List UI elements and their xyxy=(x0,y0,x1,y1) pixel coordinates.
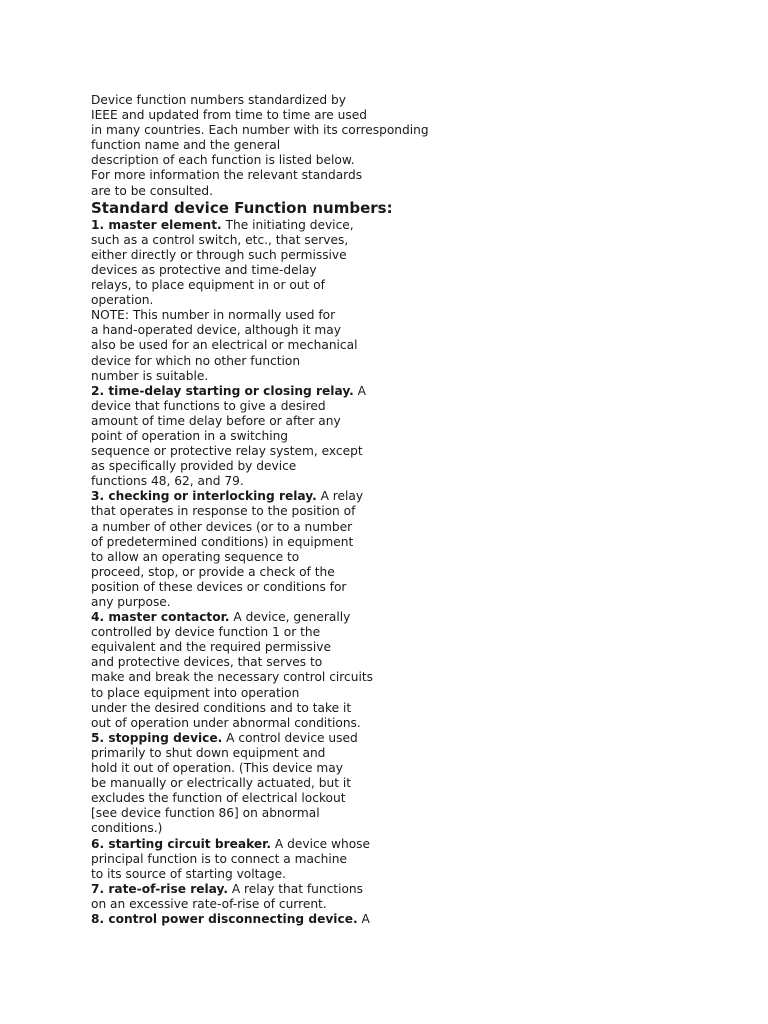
intro-line: function name and the general xyxy=(91,138,281,153)
entry-description-line: such as a control switch, etc., that serves, xyxy=(91,232,349,247)
entry-description-line: number is suitable. xyxy=(91,368,209,383)
entry-description-line: operation. xyxy=(91,293,154,308)
entry-first-line xyxy=(91,882,691,897)
entry-first-line xyxy=(91,384,691,399)
entry-description-line: also be used for an electrical or mechanical xyxy=(91,338,358,353)
entry-description-line: any purpose. xyxy=(91,595,171,609)
intro-line: are to be consulted. xyxy=(91,183,214,198)
entry-description-line: either directly or through such permissive xyxy=(91,247,347,262)
entry-description-line: devices as protective and time-delay xyxy=(91,262,317,277)
function-entry xyxy=(91,489,691,610)
entry-description-line: to its source of starting voltage. xyxy=(91,866,286,881)
intro-line: For more information the relevant standards xyxy=(91,168,363,183)
entry-first-line xyxy=(91,912,691,927)
entry-term: 5. stopping device. xyxy=(91,730,223,745)
entry-description-line: [see device function 86] on abnormal xyxy=(91,806,320,821)
entry-term: 6. starting circuit breaker. xyxy=(91,836,272,851)
document-page xyxy=(91,93,691,927)
function-entry xyxy=(91,218,691,384)
entry-description-line: NOTE: This number in normally used for xyxy=(91,308,336,323)
entry-description-line: to place equipment into operation xyxy=(91,685,300,700)
entry-description-line: functions 48, 62, and 79. xyxy=(91,474,244,489)
entry-description-start: A relay that functions xyxy=(227,881,363,896)
entry-term: 3. checking or interlocking relay. xyxy=(91,489,317,504)
entry-description-line: to allow an operating sequence to xyxy=(91,549,300,564)
entry-first-line xyxy=(91,489,691,504)
function-entries-list xyxy=(91,218,691,927)
function-entry xyxy=(91,912,691,927)
entry-description-line: out of operation under abnormal conditions. xyxy=(91,715,361,730)
entry-first-line xyxy=(91,837,691,852)
entry-description-line: conditions.) xyxy=(91,821,163,836)
entry-description-line: position of these devices or conditions for xyxy=(91,579,347,594)
entry-description-line: sequence or protective relay system, except xyxy=(91,444,363,459)
section-heading: Standard device Function numbers: xyxy=(91,198,393,217)
entry-description-line: of predetermined conditions) in equipment xyxy=(91,534,354,549)
entry-description-line: device that functions to give a desired xyxy=(91,398,326,413)
entry-term: 8. control power disconnecting device. xyxy=(91,911,358,926)
entry-first-line xyxy=(91,610,691,625)
entry-term: 2. time-delay starting or closing relay. xyxy=(91,383,354,398)
entry-description-start: A control device used xyxy=(222,730,358,745)
entry-description-line: on an excessive rate-of-rise of current. xyxy=(91,896,327,911)
function-entry xyxy=(91,384,691,490)
function-entry xyxy=(91,837,691,882)
function-entry xyxy=(91,731,691,837)
function-entry xyxy=(91,882,691,912)
entry-description-line: a number of other devices (or to a number xyxy=(91,519,353,534)
entry-description-line: under the desired conditions and to take it xyxy=(91,700,352,715)
entry-description-line: be manually or electrically actuated, but it xyxy=(91,776,352,791)
intro-line: in many countries. Each number with its corresponding xyxy=(91,123,429,138)
entry-description-line: device for which no other function xyxy=(91,353,301,368)
entry-description-line: equivalent and the required permissive xyxy=(91,640,331,655)
entry-description-line: principal function is to connect a machine xyxy=(91,851,347,866)
entry-description-start: A xyxy=(357,911,370,926)
entry-description-line: hold it out of operation. (This device may xyxy=(91,761,343,776)
entry-description-line: as specifically provided by device xyxy=(91,459,297,474)
entry-description-line: amount of time delay before or after any xyxy=(91,413,341,428)
entry-description-start: A relay xyxy=(316,489,364,504)
entry-description-line: point of operation in a switching xyxy=(91,428,289,443)
function-entry xyxy=(91,610,691,731)
entry-description-line: relays, to place equipment in or out of xyxy=(91,278,325,293)
intro-paragraph xyxy=(91,93,691,199)
entry-term: 7. rate-of-rise relay. xyxy=(91,881,228,896)
entry-description-line: and protective devices, that serves to xyxy=(91,655,323,670)
intro-line: description of each function is listed below. xyxy=(91,153,355,168)
entry-term: 1. master element. xyxy=(91,217,222,232)
entry-description-line: controlled by device function 1 or the xyxy=(91,625,321,640)
entry-description-line: excludes the function of electrical lockout xyxy=(91,791,346,806)
entry-description-line: that operates in response to the position of xyxy=(91,504,356,519)
entry-description-line: proceed, stop, or provide a check of the xyxy=(91,564,335,579)
entry-description-line: primarily to shut down equipment and xyxy=(91,745,326,760)
entry-description-line: a hand-operated device, although it may xyxy=(91,323,341,338)
entry-term: 4. master contactor. xyxy=(91,610,230,625)
entry-description-start: The initiating device, xyxy=(221,217,354,232)
intro-line: IEEE and updated from time to time are used xyxy=(91,108,367,123)
intro-line: Device function numbers standardized by xyxy=(91,93,346,107)
entry-description-line: make and break the necessary control circuits xyxy=(91,670,373,685)
entry-first-line xyxy=(91,218,691,233)
entry-description-start: A device whose xyxy=(271,836,371,851)
entry-description-start: A device, generally xyxy=(229,610,351,625)
entry-first-line xyxy=(91,731,691,746)
entry-description-start: A xyxy=(353,383,366,398)
